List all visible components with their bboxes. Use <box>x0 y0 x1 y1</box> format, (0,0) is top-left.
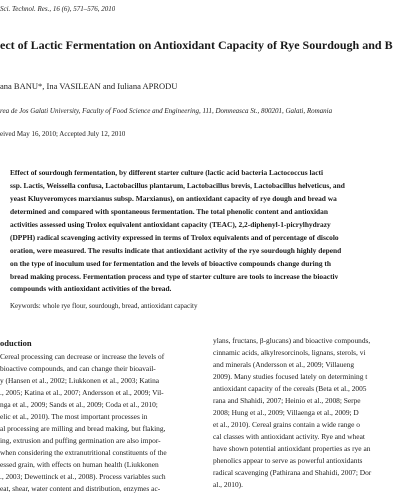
abstract-line: ssp. Lactis, Weissella confusa, Lactobacillus plantarum, Lactobacillus brevis, Lactobacillus helveticus, and <box>10 181 345 190</box>
right-column-line: et al., 2010). Cereal grains contain a wide range o <box>213 420 360 429</box>
right-column-line: phenolics appear to serve as powerful antioxidants <box>213 456 363 465</box>
right-column-line: and minerals (Andersson et al., 2009; Villaueng <box>213 360 355 369</box>
left-column-line: y (Hansen et al., 2002; Liukkonen et al., 2003; Katina <box>0 376 160 385</box>
abstract-line: compounds with antioxidant activities of the bread. <box>10 284 172 293</box>
left-column-line: Cereal processing can decrease or increase the levels of <box>0 352 165 361</box>
abstract-line: determined and compared with spontaneous fermentation. The total phenolic content and antioxidan <box>10 207 328 216</box>
right-column-line: 2009). Many studies focused lately on determining t <box>213 372 368 381</box>
journal-citation: Sci. Technol. Res., 16 (6), 571–576, 2010 <box>0 5 116 13</box>
abstract-line: (DPPH) radical scavenging activity expressed in terms of Trolox equivalents and of percentage of discolo <box>10 233 339 242</box>
section-heading-introduction: oduction <box>0 338 32 348</box>
keywords: Keywords: whole rye flour, sourdough, bread, antioxidant capacity <box>10 302 198 310</box>
right-column-line: radical scavenging (Pathirana and Shahidi, 2007; Dor <box>213 468 372 477</box>
authors: ana BANU*, Ina VASILEAN and Iuliana APRODU <box>0 81 178 91</box>
right-column-line: cal classes with antioxidant activity. Rye and wheat <box>213 432 365 441</box>
left-column-line: ., 2003; Dewettinck et al., 2008). Process variables such <box>0 472 166 481</box>
right-column-line: have shown potential antioxidant properties as rye an <box>213 444 371 453</box>
received-accepted-dates: eived May 16, 2010; Accepted July 12, 2010 <box>0 130 126 138</box>
left-column-line: nga et al., 2009; Sands et al., 2009; Coda et al., 2010; <box>0 400 158 409</box>
abstract-line: Effect of sourdough fermentation, by different starter culture (lactic acid bacteria Lactococcus lacti <box>10 168 324 177</box>
abstract-line: oration, were measured. The results indicate that antioxidant activity of the rye sourdough highly depend <box>10 246 342 255</box>
right-column-line: 2008; Hung et al., 2009; Villaenga et al., 2009; D <box>213 408 359 417</box>
left-column-line: elic et al., 2010). The most important processes in <box>0 412 148 421</box>
left-column-line: when considering the extranutritional constituents of the <box>0 448 167 457</box>
left-column-line: eat, shear, water content and distribution, enzymes ac- <box>0 484 161 493</box>
left-column-line: al processing are milling and bread making, but flaking, <box>0 424 166 433</box>
abstract-line: bread making process. Fermentation process and type of starter culture are tools to increase the bioactiv <box>10 272 339 281</box>
left-column-line: ., 2005; Katina et al., 2007; Andersson et al., 2009; Vil- <box>0 388 164 397</box>
right-column-line: al., 2010). <box>213 480 243 489</box>
affiliation: rea de Jos Galati University, Faculty of Food Science and Engineering, 111, Domneasca St., 800201, Galati, Romania <box>0 107 333 115</box>
right-column-line: antioxidant capacity of the cereals (Beta et al., 2005 <box>213 384 367 393</box>
paper-title: ect of Lactic Fermentation on Antioxidant Capacity of Rye Sourdough and B <box>0 38 393 52</box>
abstract-line: yeast Kluyveromyces marxianus subsp. Marxianus), on antioxidant capacity of rye dough and bread wa <box>10 194 337 203</box>
left-column-line: bioactive compounds, and can change their bioavail- <box>0 364 156 373</box>
right-column-line: ylans, fructans, β-glucans) and bioactive compounds, <box>213 336 371 345</box>
right-column-line: cinnamic acids, alkylresorcinols, lignans, sterols, vi <box>213 348 366 357</box>
right-column-line: rana and Shahidi, 2007; Heinio et al., 2008; Serpe <box>213 396 361 405</box>
left-column-line: essed grain, with effects on human health (Liukkonen <box>0 460 159 469</box>
abstract-line: on the type of inoculum used for fermentation and the levels of bioactive compounds change during th <box>10 259 331 268</box>
left-column-line: ing, extrusion and puffing germination are also impor- <box>0 436 161 445</box>
abstract-line: activities assessed using Trolox equivalent antioxidant capacity (TEAC), 2,2-diphenyl-1-picrylhydrazy <box>10 220 331 229</box>
